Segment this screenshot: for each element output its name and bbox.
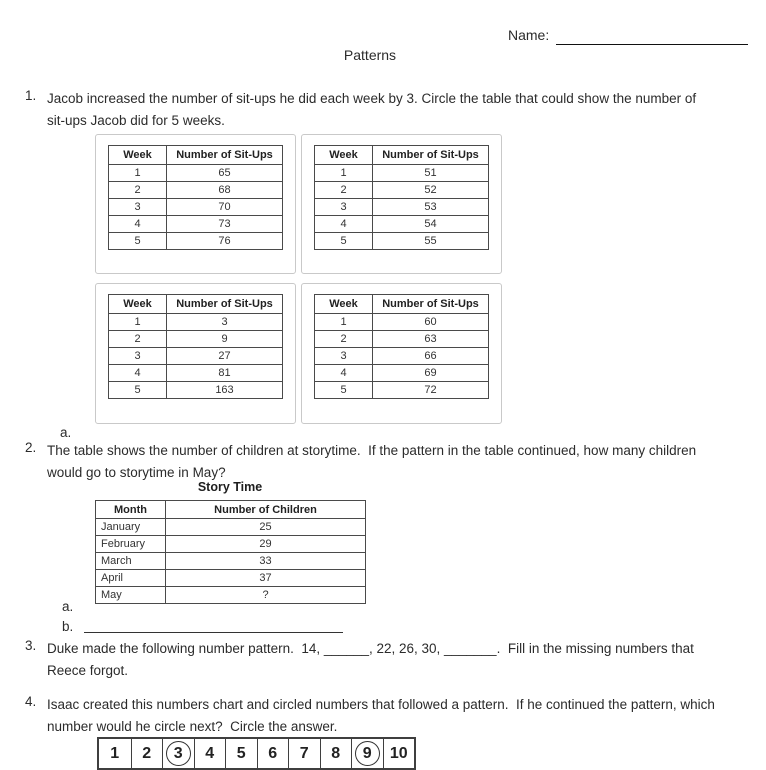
table-cell: 73	[167, 216, 283, 233]
table-cell: 4	[315, 216, 373, 233]
table-header-cell: Number of Children	[166, 501, 366, 519]
question-text-line: The table shows the number of children at storytime. If the pattern in the table continued, how many children	[47, 443, 697, 458]
table-row	[315, 331, 489, 348]
table-cell: 65	[167, 165, 283, 182]
table-row	[109, 165, 283, 182]
q2-answer-blank-line[interactable]	[84, 618, 343, 633]
table-header-cell: Week	[315, 295, 373, 314]
table-cell: 72	[373, 382, 489, 399]
table-row	[96, 570, 366, 587]
table-row	[315, 348, 489, 365]
q1-option-table-2	[314, 145, 489, 250]
q1-option-table-3	[108, 294, 283, 399]
table-cell: 3	[109, 348, 167, 365]
table-cell: 4	[315, 365, 373, 382]
table-cell: 33	[166, 553, 366, 570]
number-cell[interactable]	[99, 739, 131, 768]
number-cell-value: 4	[205, 744, 215, 762]
number-cell-value: 10	[389, 744, 408, 762]
table-row	[315, 182, 489, 199]
q3-text	[47, 638, 694, 682]
table-row	[109, 233, 283, 250]
number-cell-value: 8	[331, 744, 341, 762]
number-cell-value: 1	[110, 744, 120, 762]
q4-text	[47, 694, 715, 738]
table-row	[96, 536, 366, 553]
table-row	[315, 165, 489, 182]
table-row	[315, 365, 489, 382]
table-cell: 69	[373, 365, 489, 382]
number-cell-circled[interactable]	[162, 739, 194, 768]
table-cell: 5	[315, 382, 373, 399]
table-cell: 1	[315, 314, 373, 331]
story-time-table	[95, 500, 366, 604]
table-cell: 51	[373, 165, 489, 182]
table-header-cell: Week	[109, 146, 167, 165]
q1-text	[47, 88, 696, 132]
table-header-cell: Week	[109, 295, 167, 314]
table-cell: 3	[167, 314, 283, 331]
table-cell: February	[96, 536, 166, 553]
table-cell: 1	[109, 314, 167, 331]
q1-option-card-3[interactable]	[95, 283, 296, 424]
table-row	[109, 199, 283, 216]
table-cell: 60	[373, 314, 489, 331]
table-header-cell: Number of Sit-Ups	[167, 295, 283, 314]
table-cell: January	[96, 519, 166, 536]
number-cell-value: 2	[142, 744, 152, 762]
table-cell: 1	[315, 165, 373, 182]
table-cell: 9	[167, 331, 283, 348]
table-row	[315, 382, 489, 399]
table-cell: 29	[166, 536, 366, 553]
q2-sub-label-b: b.	[62, 619, 74, 634]
table-cell: May	[96, 587, 166, 604]
table-row	[109, 382, 283, 399]
number-cell-value: 7	[299, 744, 309, 762]
table-cell: 5	[109, 382, 167, 399]
table-cell: 4	[109, 216, 167, 233]
question-text-line: Reece forgot.	[47, 663, 129, 678]
table-cell: 68	[167, 182, 283, 199]
table-cell: 52	[373, 182, 489, 199]
name-label: Name:	[508, 27, 550, 43]
table-cell: 3	[315, 199, 373, 216]
table-row	[315, 314, 489, 331]
story-time-table-title: Story Time	[197, 480, 263, 494]
worksheet-title: Patterns	[343, 47, 397, 63]
table-header-cell: Number of Sit-Ups	[167, 146, 283, 165]
table-cell: 2	[109, 331, 167, 348]
table-row	[109, 348, 283, 365]
table-row	[109, 365, 283, 382]
number-cell-value: 6	[268, 744, 278, 762]
table-row	[109, 331, 283, 348]
table-cell: April	[96, 570, 166, 587]
table-row	[315, 233, 489, 250]
table-cell: 2	[109, 182, 167, 199]
table-header-cell: Month	[96, 501, 166, 519]
table-cell: 25	[166, 519, 366, 536]
number-cell[interactable]	[320, 739, 352, 768]
q1-option-table-1	[108, 145, 283, 250]
number-cell-value: 5	[236, 744, 246, 762]
table-row	[315, 199, 489, 216]
table-row	[96, 553, 366, 570]
table-cell: 163	[167, 382, 283, 399]
table-cell: 70	[167, 199, 283, 216]
table-cell: 3	[315, 348, 373, 365]
question-text-line: would go to storytime in May?	[47, 465, 226, 480]
number-cell[interactable]	[225, 739, 257, 768]
table-row	[109, 182, 283, 199]
number-cell[interactable]	[257, 739, 289, 768]
q1-sub-label-a: a.	[60, 425, 72, 440]
table-cell: ?	[166, 587, 366, 604]
number-cell[interactable]	[383, 739, 415, 768]
table-cell: 66	[373, 348, 489, 365]
table-cell: 4	[109, 365, 167, 382]
table-cell: 37	[166, 570, 366, 587]
table-cell: 54	[373, 216, 489, 233]
number-cell-value: 9	[355, 741, 380, 766]
number-cell-circled[interactable]	[351, 739, 383, 768]
table-row	[315, 216, 489, 233]
table-cell: March	[96, 553, 166, 570]
q1-option-table-4	[314, 294, 489, 399]
q1-option-card-4[interactable]	[301, 283, 502, 424]
table-row	[96, 519, 366, 536]
number-cell[interactable]	[288, 739, 320, 768]
q2-text	[47, 440, 696, 484]
table-cell: 81	[167, 365, 283, 382]
number-cell-value: 3	[166, 741, 191, 766]
table-header-cell: Number of Sit-Ups	[373, 146, 489, 165]
question-text-line: Isaac created this numbers chart and circled numbers that followed a pattern. If he continued the pattern, which	[47, 697, 715, 712]
q1-option-card-1[interactable]	[95, 134, 296, 274]
q2-sub-label-a: a.	[62, 599, 74, 614]
table-row	[109, 314, 283, 331]
table-cell: 1	[109, 165, 167, 182]
table-cell: 3	[109, 199, 167, 216]
q4-number-chart	[97, 737, 416, 770]
q1-number: 1.	[25, 88, 37, 103]
table-cell: 76	[167, 233, 283, 250]
table-header-cell: Week	[315, 146, 373, 165]
q4-number: 4.	[25, 694, 37, 709]
number-cell[interactable]	[194, 739, 226, 768]
question-text-line: number would he circle next? Circle the answer.	[47, 719, 338, 734]
table-cell: 27	[167, 348, 283, 365]
table-cell: 53	[373, 199, 489, 216]
question-text-line: sit-ups Jacob did for 5 weeks.	[47, 113, 225, 128]
table-cell: 63	[373, 331, 489, 348]
name-blank-line[interactable]	[556, 28, 748, 45]
question-text-line: Jacob increased the number of sit-ups he did each week by 3. Circle the table that could show the number of	[47, 91, 697, 106]
q3-number: 3.	[25, 638, 37, 653]
table-cell: 5	[109, 233, 167, 250]
table-row	[109, 216, 283, 233]
q2-number: 2.	[25, 440, 37, 455]
table-header-cell: Number of Sit-Ups	[373, 295, 489, 314]
table-cell: 5	[315, 233, 373, 250]
question-text-line: Duke made the following number pattern. 14, ______, 22, 26, 30, _______. Fill in the missing numbers that	[47, 641, 694, 656]
table-cell: 2	[315, 331, 373, 348]
number-cell[interactable]	[131, 739, 163, 768]
q1-option-card-2[interactable]	[301, 134, 502, 274]
table-row	[96, 587, 366, 604]
table-cell: 2	[315, 182, 373, 199]
table-cell: 55	[373, 233, 489, 250]
